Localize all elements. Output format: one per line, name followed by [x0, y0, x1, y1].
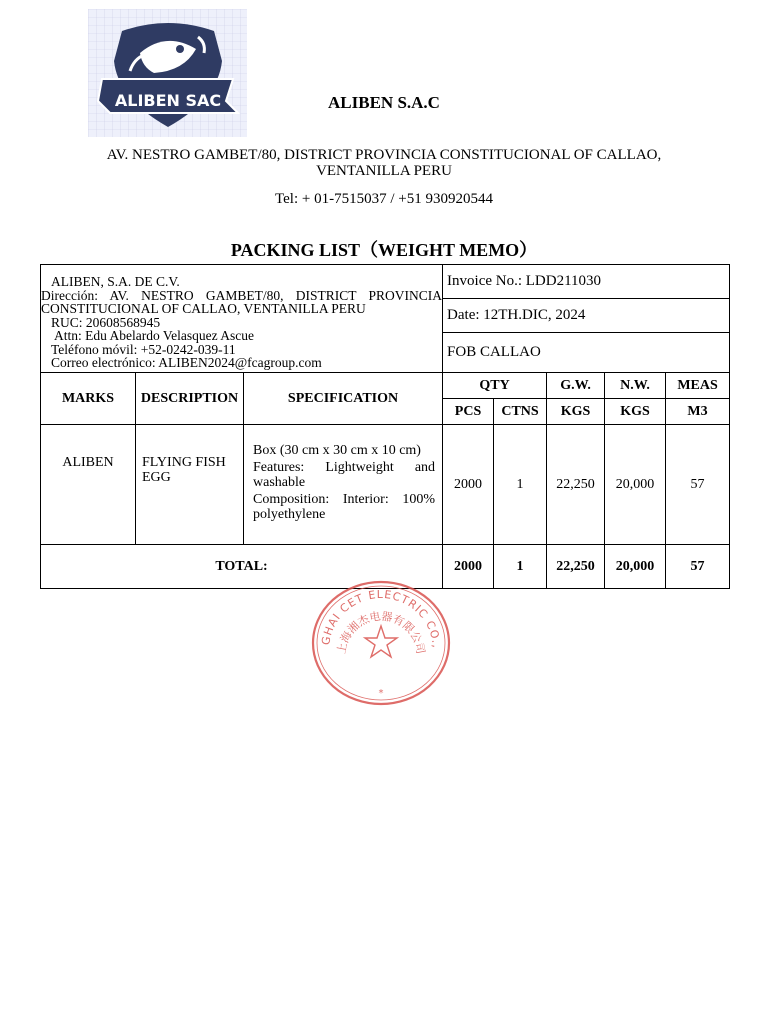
row-specification [244, 425, 443, 545]
row-pcs: 2000 [443, 425, 494, 545]
consignee-address: Dirección: AV. NESTRO GAMBET/80, DISTRICT PROVINCIA CONSTITUCIONAL OF CALLAO, VENTANILLA PERU [41, 287, 443, 316]
spec-features: Features: Lightweight and washable [253, 460, 436, 490]
header-gw: G.W. [547, 373, 605, 399]
svg-text:*: * [378, 688, 384, 699]
company-phone: Tel: + 01-7515037 / +51 930920544 [275, 191, 493, 207]
header-pcs: PCS [443, 399, 494, 425]
header-meas: MEAS [666, 373, 730, 399]
header-meas-unit: M3 [666, 399, 730, 425]
header-description: DESCRIPTION [136, 373, 244, 425]
header-qty: QTY [443, 373, 547, 399]
header-nw: N.W. [605, 373, 666, 399]
packing-list-table [40, 264, 730, 589]
row-gw: 22,250 [547, 425, 605, 545]
header-marks: MARKS [41, 373, 136, 425]
header-gw-unit: KGS [547, 399, 605, 425]
row-marks: ALIBEN [41, 425, 136, 545]
header-nw-unit: KGS [605, 399, 666, 425]
header-specification: SPECIFICATION [244, 373, 443, 425]
svg-text:上海湘杰电器有限公司 [334, 609, 427, 655]
total-label: TOTAL: [41, 545, 443, 589]
stamp-star-icon [365, 626, 397, 657]
invoice-date: Date: 12TH.DIC, 2024 [443, 299, 730, 333]
consignee-name: ALIBEN, S.A. DE C.V. [51, 274, 180, 289]
consignee-email: Correo electrónico: ALIBEN2024@fcagroup.com [51, 355, 322, 370]
stamp-inner-text: 上海湘杰电器有限公司 [334, 609, 428, 656]
table-row [41, 425, 730, 545]
header-ctns: CTNS [494, 399, 547, 425]
spec-composition: Composition: Interior: 100% polyethylene [253, 492, 436, 522]
consignee-phone: Teléfono móvil: +52-0242-039-11 [51, 341, 236, 357]
invoice-number: Invoice No.: LDD211030 [443, 265, 730, 299]
spec-box: Box (30 cm x 30 cm x 10 cm) [253, 443, 421, 458]
row-nw: 20,000 [605, 425, 666, 545]
total-meas: 57 [666, 545, 730, 589]
total-ctns: 1 [494, 545, 547, 589]
stamp-outer-text: GHAI CET ELECTRIC CO., [319, 587, 444, 650]
company-name: ALIBEN S.A.C [328, 93, 440, 112]
consignee-attn: Attn: Edu Abelardo Velasquez Ascue [54, 328, 254, 343]
row-ctns: 1 [494, 425, 547, 545]
logo-text: ALIBEN SAC [114, 91, 222, 110]
row-meas: 57 [666, 425, 730, 545]
document-title: PACKING LIST（WEIGHT MEMO） [230, 240, 538, 260]
company-stamp [311, 580, 451, 706]
total-gw: 22,250 [547, 545, 605, 589]
total-nw: 20,000 [605, 545, 666, 589]
row-description: FLYING FISH EGG [136, 425, 244, 545]
consignee-block [41, 265, 443, 373]
consignee-ruc: RUC: 20608568945 [51, 314, 161, 330]
total-pcs: 2000 [443, 545, 494, 589]
company-address: AV. NESTRO GAMBET/80, DISTRICT PROVINCIA CONSTITUCIONAL OF CALLAO, VENTANILLA PERU [106, 147, 662, 179]
company-logo [88, 9, 247, 137]
invoice-terms: FOB CALLAO [443, 333, 730, 373]
